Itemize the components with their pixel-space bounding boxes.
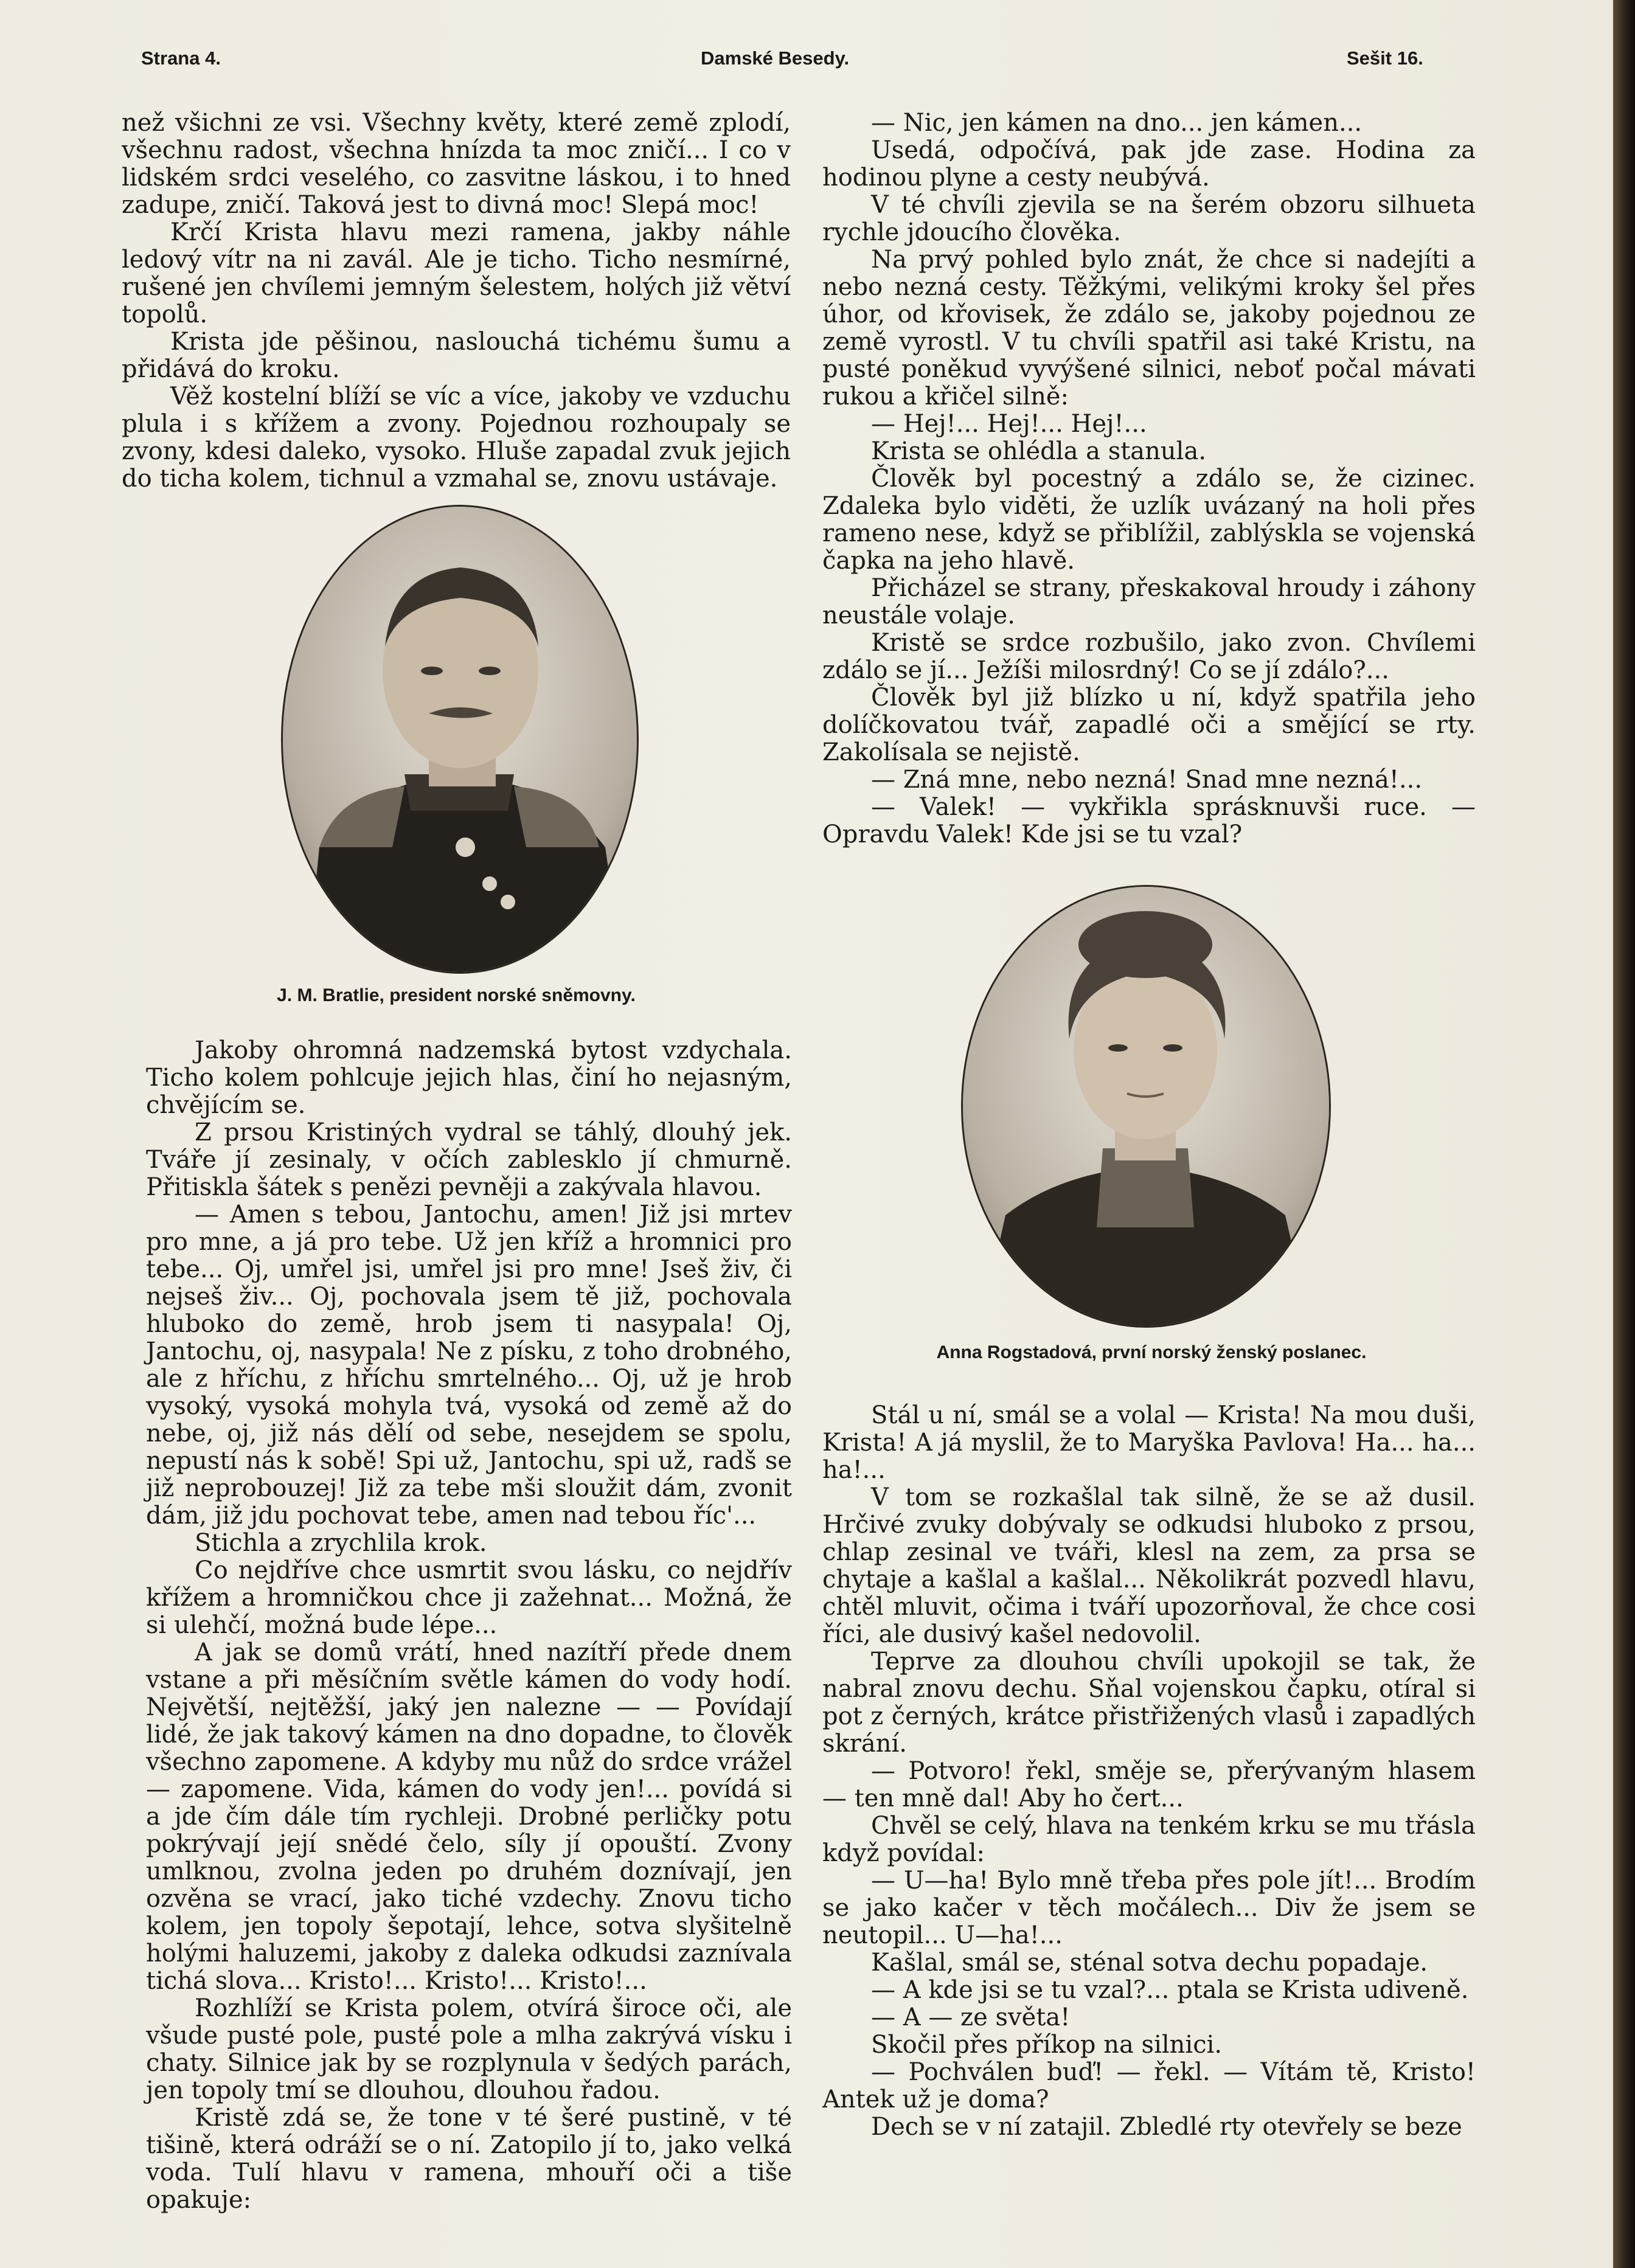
paragraph: Kašlal, smál se, sténal sotva dechu popadaje. (871, 1949, 1428, 1977)
paragraph: Krista se ohlédla a stanula. (871, 437, 1207, 465)
paragraph: — Nic, jen kámen na dno... jen kámen... (871, 109, 1362, 137)
page-header (141, 47, 1437, 78)
paragraph: — A kde jsi se tu vzal?... ptala se Krista udiveně. (871, 1976, 1469, 2004)
page-number: Strana 4. (141, 47, 221, 69)
text-column-top-right (822, 109, 1476, 848)
paragraph: Krista jde pěšinou, naslouchá tichému šumu a přidává do kroku. (122, 328, 791, 383)
rogstad-portrait (961, 885, 1331, 1328)
paragraph: Dech se v ní zatajil. Zbledlé rty otevřely se beze (871, 2113, 1462, 2141)
paragraph: Z prsou Kristiných vydral se táhlý, dlouhý jek. Tváře jí zesinaly, v očích zablesklo jí chmurně. Přitiskla šátek s penězi pevněji a zakývala hlavou. (146, 1118, 792, 1201)
paragraph: Na prvý pohled bylo znát, že chce si nadejíti a nebo nezná cesty. Těžkými, velikými kroky šel přes úhor, od křovisek, že zdálo se, jakoby pojednou ze země vyrostl. V tu chvíli spatřil asi také Kristu, na pusté poněkud vyvýšené silnici, neboť počal mávati rukou a křičel silně: (822, 246, 1476, 411)
paragraph: A jak se domů vrátí, hned nazítří přede dnem vstane a při měsíčním světle kámen do vody hodí. Největší, nejtěžší, jaký jen nalezne — — Povídají lidé, že jak takový kámen na dno dopadne, to člověk všechno zapomene. A kdyby mu nůž do srdce vrážel — zapomene. Vida, kámen do vody jen!... povídá si a jde čím dále tím rychleji. Drobné perličky potu pokrývají její snědé čelo, síly jí opouští. Zvony umlknou, zvolna jeden po druhém doznívají, jen ozvěna se vrací, jako tiché vzdechy. Znovu ticho kolem, jen topoly šepotají, lehce, sotva slyšitelně holými haluzemi, jakoby z daleka odkudsi zaznívala tichá slova... Kristo!... Kristo!... Kristo!... (146, 1639, 792, 1995)
paragraph: — Valek! — vykřikla sprásknuvši ruce. — Opravdu Valek! Kde jsi se tu vzal? (822, 793, 1476, 848)
paragraph: Usedá, odpočívá, pak jde zase. Hodina za hodinou plyne a cesty neubývá. (822, 136, 1476, 192)
paragraph: — Potvoro! řekl, směje se, přerývaným hlasem — ten mně dal! Aby ho čert... (822, 1757, 1476, 1812)
paragraph: — Zná mne, nebo nezná! Snad mne nezná!... (871, 766, 1423, 794)
paragraph: Člověk byl již blízko u ní, když spatřila jeho dolíčkovatou tvář, zapadlé oči a smějící se rty. Zakolísala se nejistě. (822, 684, 1476, 766)
paragraph: Stál u ní, smál se a volal — Krista! Na mou duši, Krista! A já myslil, že to Maryška Pavlova! Ha... ha... ha!... (822, 1401, 1476, 1484)
bratlie-caption: J. M. Bratlie, president norské sněmovny. (277, 985, 636, 1005)
paragraph: Člověk byl pocestný a zdálo se, že cizinec. Zdaleka bylo viděti, že uzlík uvázaný na holi přes rameno nese, když se přiblížil, zablýskla se vojenská čapka na jeho hlavě. (822, 465, 1476, 575)
bratlie-portrait (281, 505, 639, 974)
text-column-top-left (122, 109, 791, 493)
binding-edge (1613, 0, 1635, 2268)
paragraph: — U—ha! Bylo mně třeba přes pole jít!... Brodím se jako kačer v těch močálech... Div že jsem se neutopil... U—ha!... (822, 1867, 1476, 1949)
text-column-bottom-left (146, 1037, 792, 2214)
rogstad-caption: Anna Rogstadová, první norský ženský poslanec. (936, 1342, 1367, 1362)
paragraph: Stichla a zrychlila krok. (195, 1529, 487, 1557)
paragraph: — A — ze světa! (871, 2003, 1071, 2031)
paragraph: Krčí Krista hlavu mezi ramena, jakby náhle ledový vítr na ni zavál. Ale je ticho. Ticho nesmírné, rušené jen chvílemi jemným šelestem, holých již větví topolů. (122, 218, 791, 328)
paragraph: Jakoby ohromná nadzemská bytost vzdychala. Ticho kolem pohlcuje jejich hlas, činí ho nejasným, chvějícím se. (146, 1036, 792, 1119)
paragraph: Chvěl se celý, hlava na tenkém krku se mu třásla když povídal: (822, 1812, 1476, 1867)
paragraph: než všichni ze vsi. Všechny květy, které země zplodí, všechnu radost, všechna hnízda ta moc zničí... I co v lidském srdci veselého, co zasvitne láskou, i to hned zadupe, zničí. Taková jest to divná moc! Slepá moc! (122, 109, 791, 219)
issue-number: Sešit 16. (1347, 47, 1423, 69)
paragraph: Věž kostelní blíží se víc a více, jakoby ve vzduchu plula i s křížem a zvony. Pojednou rozhoupaly se zvony, kdesi daleko, vysoko. Hluše zapadal zvuk jejich do ticha kolem, tichnul a vzmahal se, znovu ustávaje. (122, 383, 791, 493)
paragraph: — Hej!... Hej!... Hej!... (871, 410, 1147, 438)
paragraph: Rozhlíží se Krista polem, otvírá široce oči, ale všude pusté pole, pusté pole a mlha zakrývá vísku i chaty. Silnice jak by se rozplynula v šedých parách, jen topoly tmí se dlouhou, dlouhou řadou. (146, 1994, 792, 2104)
magazine-title: Damské Besedy. (701, 47, 850, 69)
paragraph: Přicházel se strany, přeskakoval hroudy i záhony neustále volaje. (822, 574, 1476, 629)
paragraph: Kristě zdá se, že tone v té šeré pustině, v té tišině, která odráží se o ní. Zatopilo jí to, jako velká voda. Tulí hlavu v ramena, mhouří oči a tiše opakuje: (146, 2104, 792, 2214)
paragraph: — Amen s tebou, Jantochu, amen! Již jsi mrtev pro mne, a já pro tebe. Už jen kříž a hromnici pro tebe... Oj, umřel jsi, umřel jsi pro mne! Jseš živ, či nejseš živ... Oj, pochovala jsem tě již, pochovala hluboko do země, hrob jsem ti nasypala! Oj, Jantochu, oj, nasypala! Ne z písku, z toho drobného, ale z hříchu, z hříchu smrtelného... Oj, už je hrob vysoký, vysoká mohyla tvá, vysoká od země až do nebe, oj, již nás dělí od sebe, nesejdem se spolu, nepustí nás k sobě! Spi už, Jantochu, spi už, radš se již neprobouzej! Již za tebe mši sloužit dám, zvonit dám, již jdu pochovat tebe, amen nad tebou říc'... (146, 1201, 792, 1530)
paragraph: — Pochválen buď! — řekl. — Vítám tě, Kristo! Antek už je doma? (822, 2058, 1476, 2114)
paragraph: Co nejdříve chce usmrtit svou lásku, co nejdřív křížem a hromničkou chce ji zažehnat... Možná, že si ulehčí, možná bude lépe... (146, 1556, 792, 1639)
paragraph: Teprve za dlouhou chvíli upokojil se tak, že nabral znovu dechu. Sňal vojenskou čapku, otíral si pot z černých, krátce přistřižených vlasů i zapadlých skrání. (822, 1648, 1476, 1758)
bratlie-portrait-image (283, 507, 637, 972)
paragraph: Skočil přes příkop na silnici. (871, 2031, 1223, 2059)
text-column-bottom-right (822, 1402, 1476, 2141)
paragraph: V tom se rozkašlal tak silně, že se až dusil. Hrčivé zvuky dobývaly se odkudsi hluboko z prsou, chlap zesinal ve tváři, klesl na zem, za prsa se chytaje a kašlal a kašlal... Několikrát pozvedl hlavu, chtěl mluvit, očima i tváří upozorňoval, že chce cosi říci, ale dusivý kašel nedovolil. (822, 1483, 1476, 1648)
paragraph: Kristě se srdce rozbušilo, jako zvon. Chvílemi zdálo se jí... Ježíši milosrdný! Co se jí zdálo?... (822, 629, 1476, 684)
paragraph: V té chvíli zjevila se na šerém obzoru silhueta rychle jdoucího člověka. (822, 191, 1476, 246)
rogstad-portrait-image (963, 887, 1329, 1326)
